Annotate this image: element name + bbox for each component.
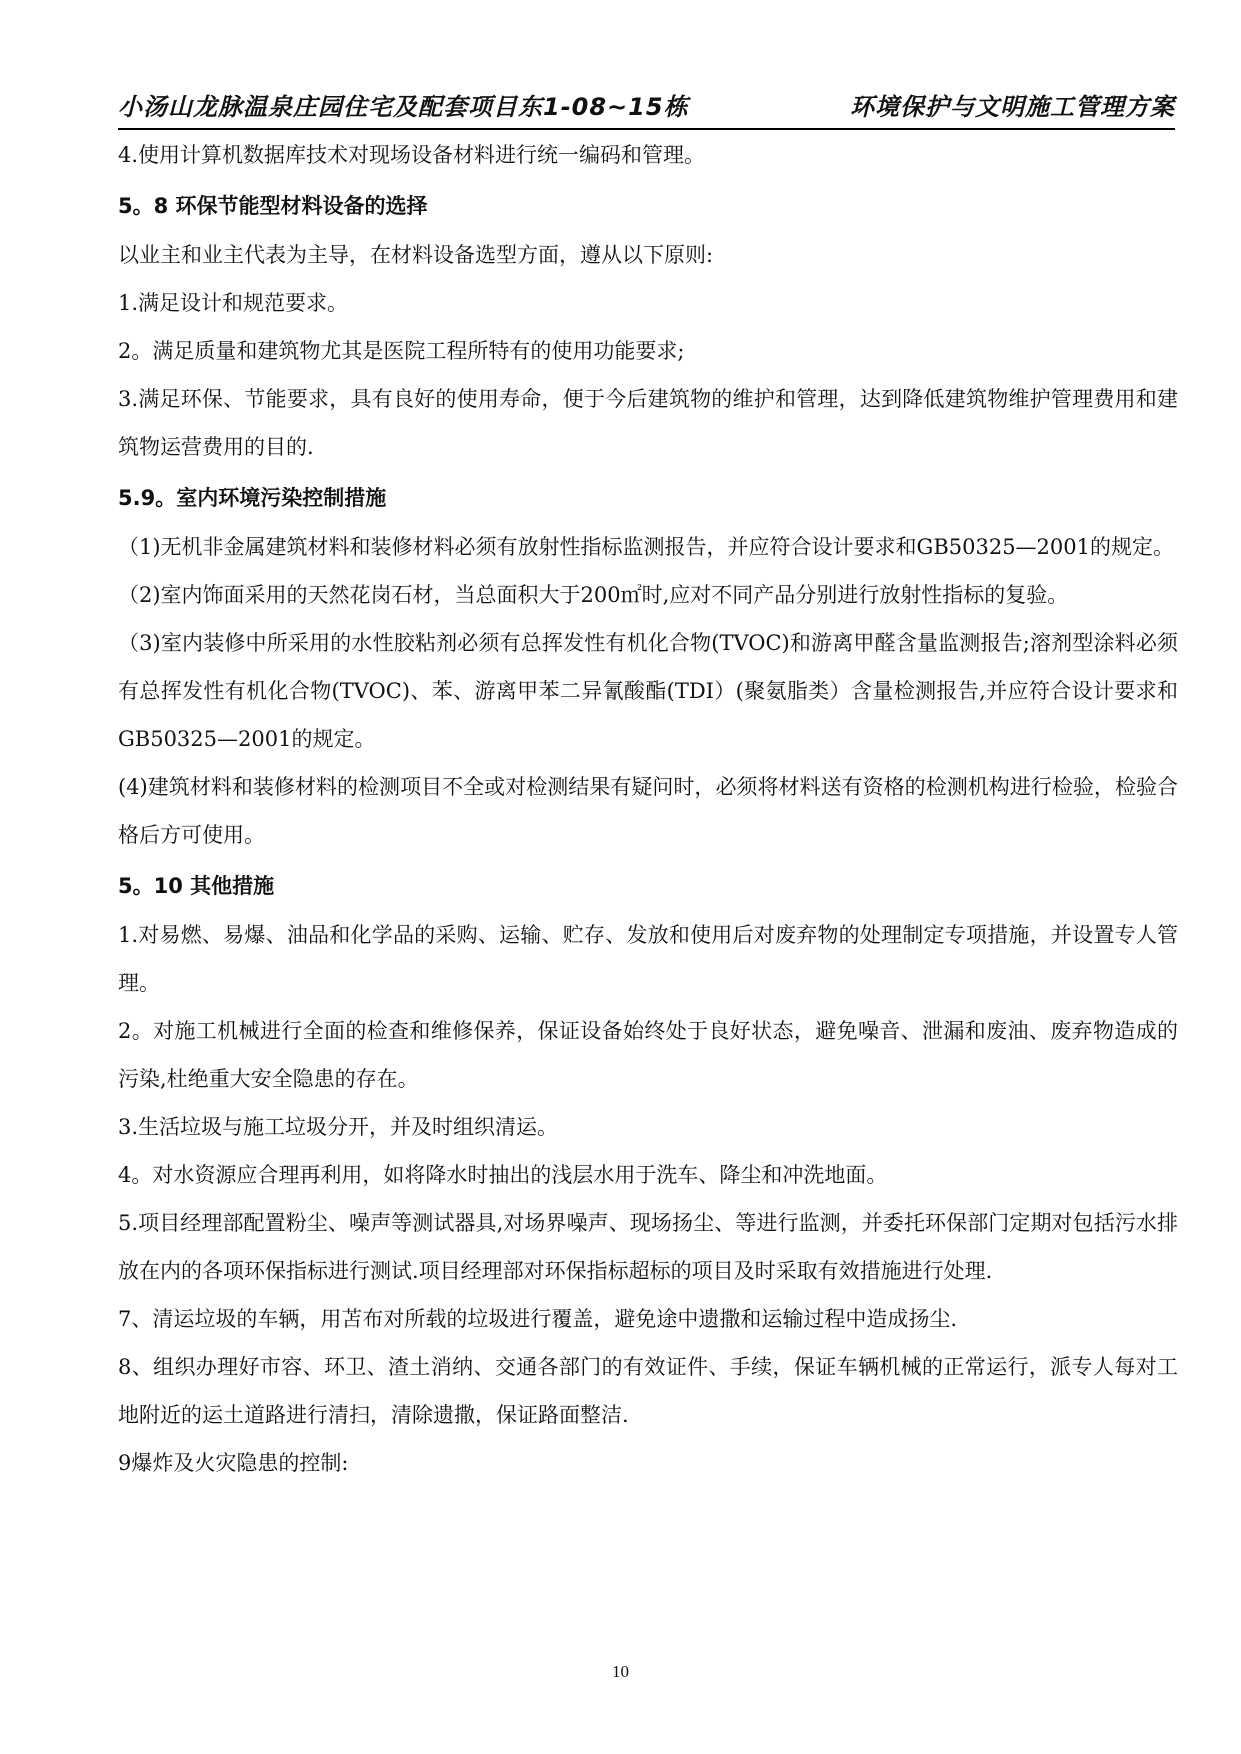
section-heading: 5。8 环保节能型材料设备的选择 bbox=[118, 194, 428, 218]
document-body bbox=[118, 131, 1178, 1487]
paragraph: 1.对易燃、易爆、油品和化学品的采购、运输、贮存、发放和使用后对废弃物的处理制定专项措施，并设置专人管理。 bbox=[118, 923, 1178, 995]
paragraph: 4。对水资源应合理再利用，如将降水时抽出的浅层水用于洗车、降尘和冲洗地面。 bbox=[118, 1163, 888, 1187]
paragraph: （3)室内装修中所采用的水性胶粘剂必须有总挥发性有机化合物(TVOC)和游离甲醛含量监测报告;溶剂型涂料必须有总挥发性有机化合物(TVOC)、苯、游离甲苯二异氰酸酯(TDI）(聚氨脂类）含量检测报告,并应符合设计要求和GB50325—2001的规定。 bbox=[118, 631, 1178, 751]
page-header bbox=[118, 88, 1175, 130]
section-heading: 5。10 其他措施 bbox=[118, 874, 275, 898]
paragraph: 4.使用计算机数据库技术对现场设备材料进行统一编码和管理。 bbox=[118, 143, 706, 167]
paragraph: 5.项目经理部配置粉尘、噪声等测试器具,对场界噪声、现场扬尘、等进行监测，并委托环保部门定期对包括污水排放在内的各项环保指标进行测试.项目经理部对环保指标超标的项目及时采取有效措施进行处理. bbox=[118, 1211, 1178, 1283]
paragraph: （2)室内饰面采用的天然花岗石材，当总面积大于200㎡时,应对不同产品分别进行放射性指标的复验。 bbox=[118, 583, 1069, 607]
paragraph: 1.满足设计和规范要求。 bbox=[118, 291, 349, 315]
paragraph: 以业主和业主代表为主导，在材料设备选型方面，遵从以下原则: bbox=[118, 243, 714, 267]
header-document-title: 环境保护与文明施工管理方案 bbox=[850, 93, 1175, 121]
paragraph: 8、组织办理好市容、环卫、渣土消纳、交通各部门的有效证件、手续，保证车辆机械的正常运行，派专人每对工地附近的运土道路进行清扫，清除遗撒，保证路面整洁. bbox=[118, 1355, 1178, 1427]
paragraph: 3.生活垃圾与施工垃圾分开，并及时组织清运。 bbox=[118, 1115, 559, 1139]
header-project-title: 小汤山龙脉温泉庄园住宅及配套项目东1-08~15栋 bbox=[118, 93, 689, 121]
section-heading: 5.9。室内环境污染控制措施 bbox=[118, 486, 387, 510]
paragraph: 7、清运垃圾的车辆，用苫布对所载的垃圾进行覆盖，避免途中遗撒和运输过程中造成扬尘. bbox=[118, 1307, 958, 1331]
paragraph: (4)建筑材料和装修材料的检测项目不全或对检测结果有疑问时，必须将材料送有资格的检测机构进行检验，检验合格后方可使用。 bbox=[118, 775, 1178, 847]
page-number: 10 bbox=[612, 1662, 629, 1681]
paragraph: 2。满足质量和建筑物尤其是医院工程所特有的使用功能要求; bbox=[118, 339, 685, 363]
paragraph: （1)无机非金属建筑材料和装修材料必须有放射性指标监测报告，并应符合设计要求和GB50325—2001的规定。 bbox=[118, 535, 1175, 559]
paragraph: 3.满足环保、节能要求，具有良好的使用寿命，便于今后建筑物的维护和管理，达到降低建筑物维护管理费用和建筑物运营费用的目的. bbox=[118, 387, 1178, 459]
paragraph: 9爆炸及火灾隐患的控制: bbox=[118, 1451, 349, 1475]
paragraph: 2。对施工机械进行全面的检查和维修保养，保证设备始终处于良好状态，避免噪音、泄漏和废油、废弃物造成的污染,杜绝重大安全隐患的存在。 bbox=[118, 1019, 1178, 1091]
